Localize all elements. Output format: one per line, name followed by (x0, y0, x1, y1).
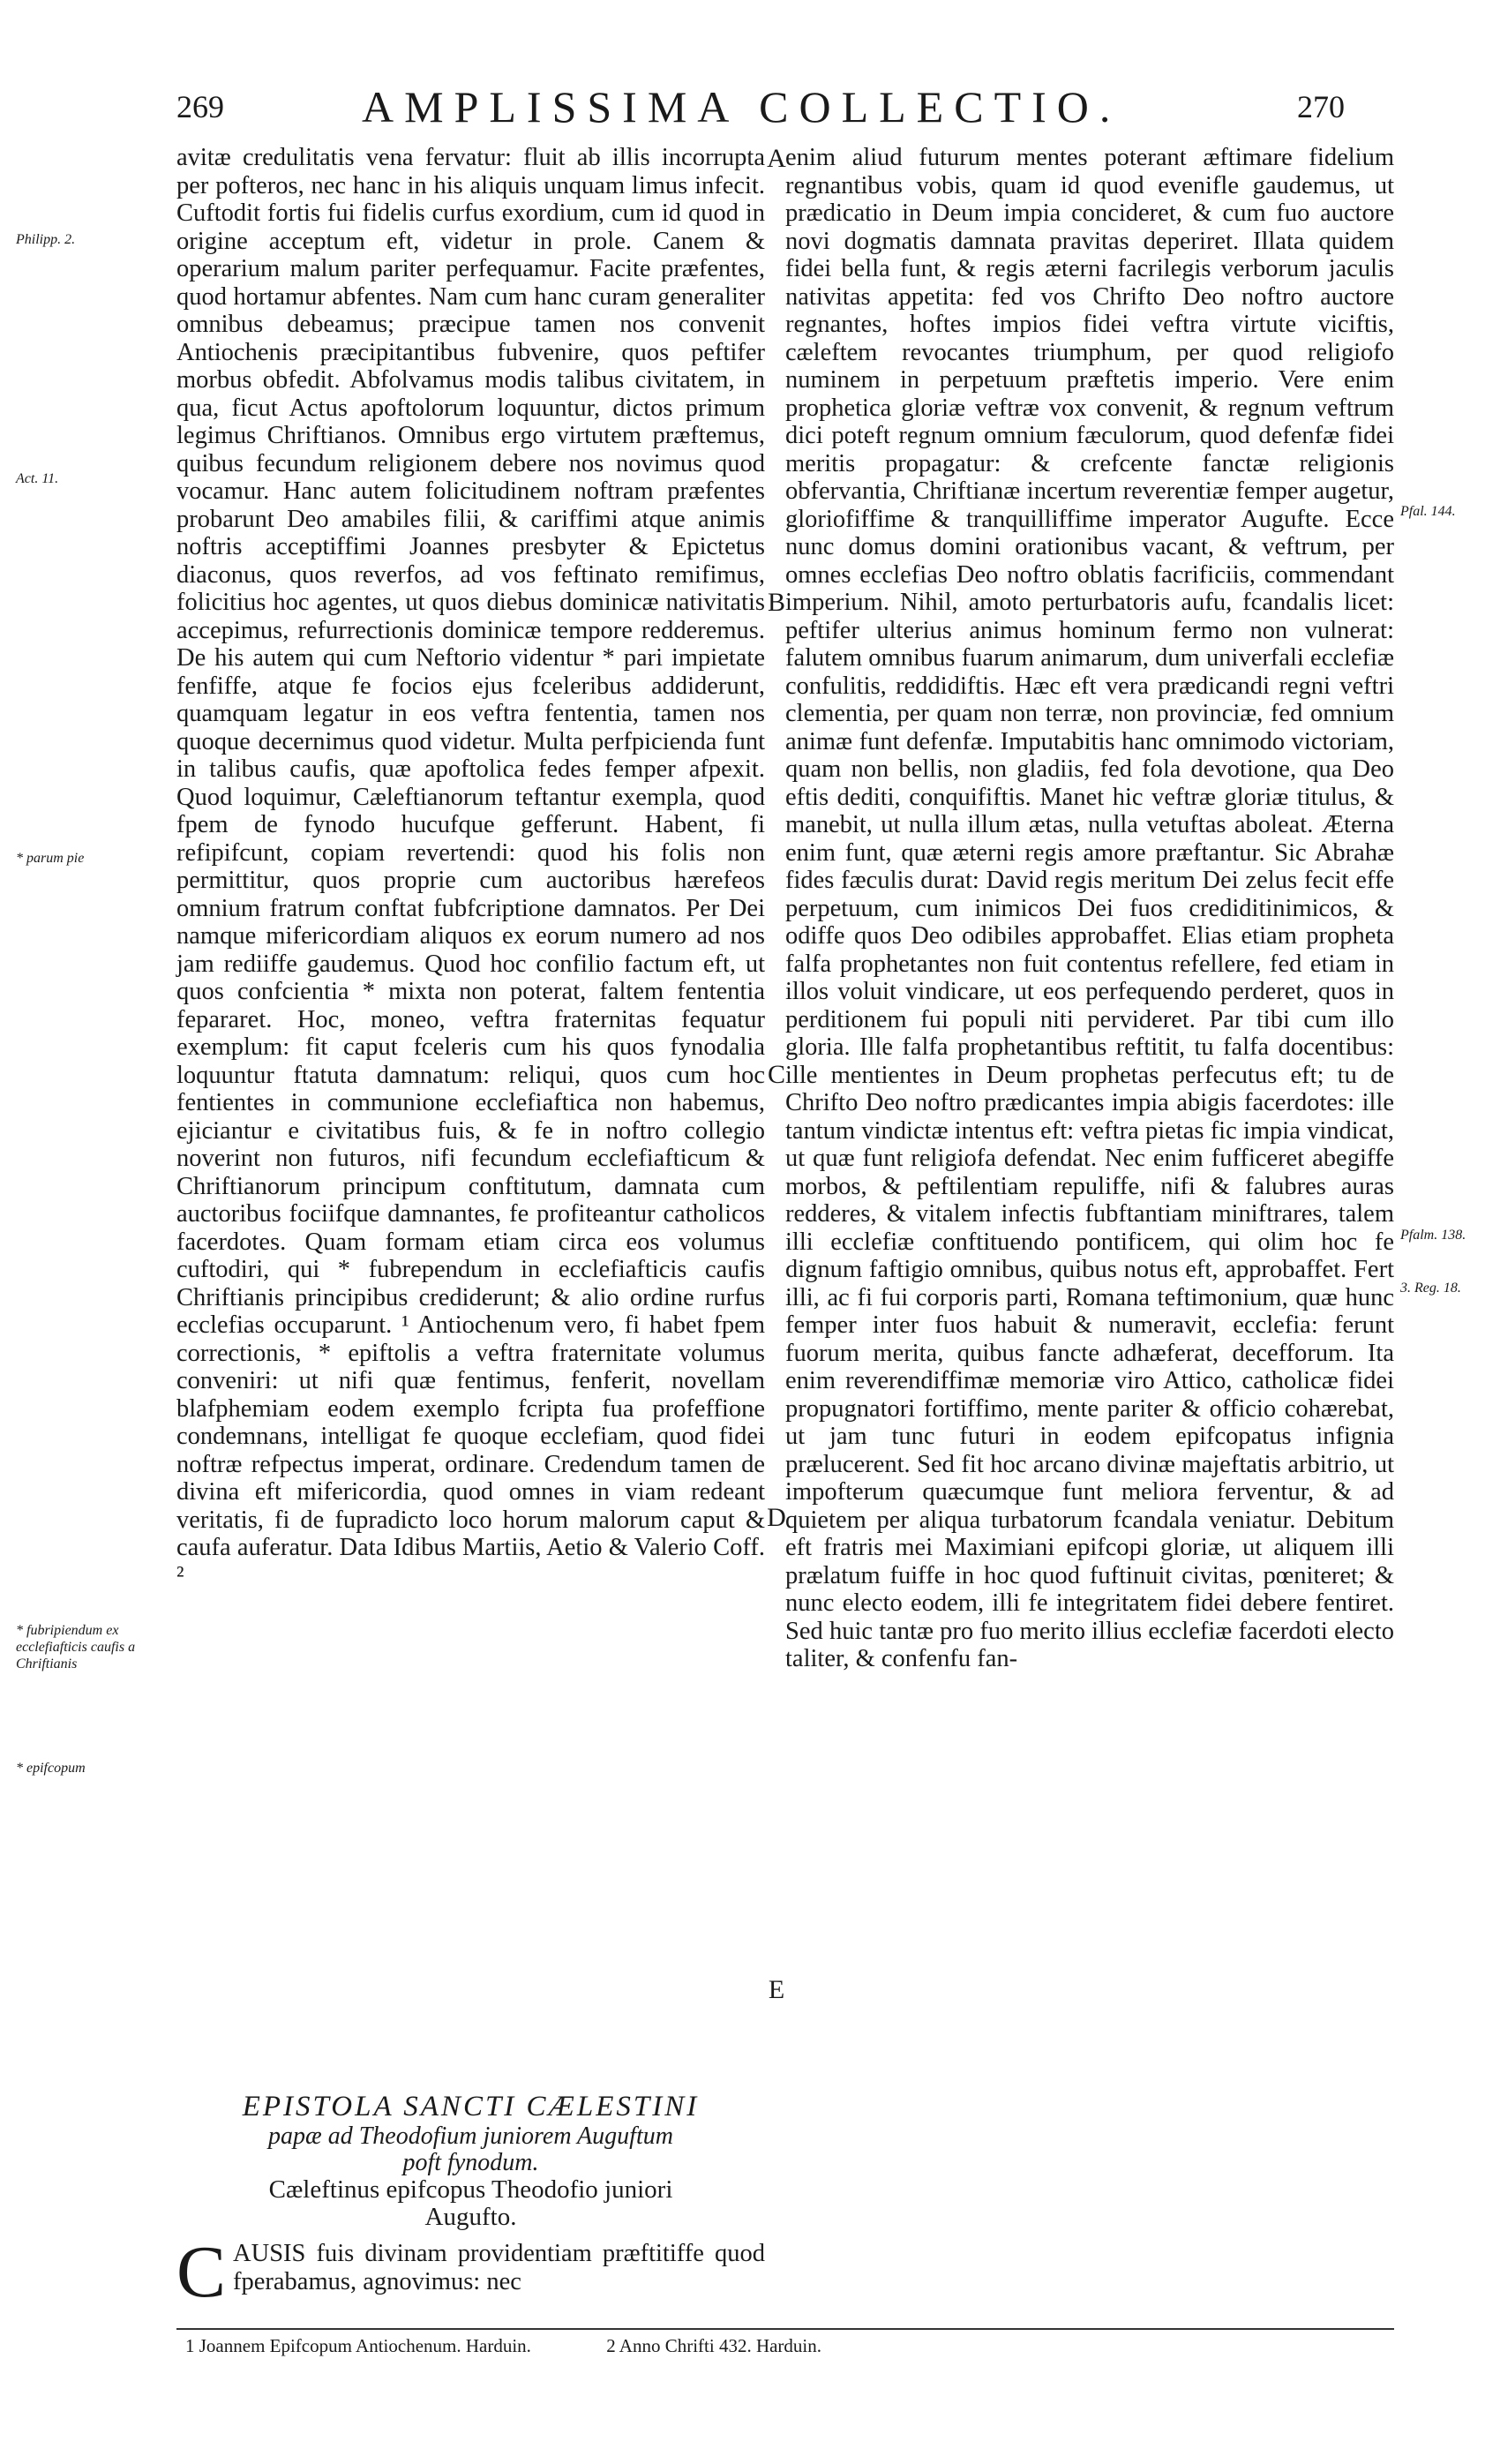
section-letter-d: D (767, 1503, 786, 1532)
footnote-2: 2 Anno Chrifti 432. Harduin. (606, 2335, 822, 2356)
left-column (176, 144, 765, 1589)
section-letter-e: E (768, 1975, 785, 2004)
margin-note-act: Act. 11. (16, 471, 59, 486)
margin-note-pfal-144: Pfal. 144. (1400, 504, 1456, 519)
page-number-left: 269 (176, 89, 224, 124)
section-letter-c: C (767, 1060, 785, 1089)
right-column (785, 144, 1394, 1673)
margin-note-philipp: Philipp. 2. (16, 232, 76, 247)
epistola-subtitle-1: papæ ad Theodofium juniorem Auguftum (268, 2122, 673, 2150)
epistola-salutation-2: Augufto. (424, 2203, 517, 2231)
epistola-subtitle-2: poft fynodum. (402, 2149, 539, 2176)
page-header (159, 81, 1394, 134)
footnote-1: 1 Joannem Epifcopum Antiochenum. Harduin. (185, 2335, 531, 2356)
margin-note-parum-pie: * parum pie (16, 851, 85, 866)
epistola-body-text: AUSIS fuis divinam providentiam præftitiffe quod fperabamus, agnovimus: nec (233, 2240, 765, 2295)
margin-note-reg-18: 3. Reg. 18. (1400, 1281, 1461, 1296)
left-column-text: avitæ credulitatis vena fervatur: fluit ab illis incorrupta per pofteros, nec hanc in his aliquis unquam limus infecit. Cuftodit fortis fui fidelis curfus exordium, cum id quod in origine acceptum eft, videtur in prole. Canem & operarium malum pariter perfequamur. Facite præfentes, quod hortamur abfentes. Nam cum hanc curam generaliter omnibus debeamus; præcipue tamen nos convenit Antiochenis præcipitantibus fubvenire, quos peftifer morbus obfedit. Abfolvamus modis talibus civitatem, in qua, ficut Actus apoftolorum loquuntur, dictos primum legimus Chriftianos. Omnibus ergo virtutem præftemus, quibus fecundum religionem debere nos novimus quod vocamur. Hanc autem folicitudinem noftram præfentes probarunt Deo amabiles filii, & cariffimi atque animis noftris acceptiffimi Joannes presbyter & Epictetus diaconus, quos reverfos, ad vos feftinato remifimus, folicitius hoc agentes, ut quos diebus dominicæ nativitatis accepimus, refurrectionis dominicæ tempore redderemus. De his autem qui cum Neftorio videntur * pari impietate fenfiffe, atque fe focios ejus fceleribus addiderunt, quamquam legatur in eos veftra fententia, tamen nos quoque decernimus quod videtur. Multa perfpicienda funt in talibus caufis, quæ apoftolica fedes femper afpexit. Quod loquimur, Cæleftianorum teftantur exempla, quod fpem de fynodo hucufque gefferunt. Habent, fi refipifcunt, copiam revertendi: quod his folis non permittitur, quos proprie cum auctoribus hærefeos omnium fratrum conftat fubfcriptione damnatos. Per Dei namque mifericordiam aliquos ex eorum numero ad nos jam rediiffe gaudemus. Quod hoc confilio factum eft, ut quos confcientia * mixta non poterat, faltem fententia fepararet. Hoc, moneo, veftra fraternitas fequatur exemplum: fit caput fceleris cum his quos fynodalia loquuntur ftatuta damnatum: reliqui, quos cum hoc fentientes in communione ecclefiaftica non habemus, ejiciantur e civitatibus fuis, & fe in noftro collegio noverint non futuros, nifi fecundum ecclefiafticum & Chriftianorum principum conftitutum, damnata cum auctoribus fociifque damnantes, fe profiteantur catholicos facerdotes. Quam formam etiam circa eos volumus cuftodiri, qui * fubrependum in ecclefiafticis caufis Chriftianis principibus crediderunt; & alio ordine rurfus ecclefias occuparunt. ¹ Antiochenum vero, fi habet fpem correctionis, * epiftolis a veftra fraternitate volumus conveniri: ut nifi quæ fentimus, fenferit, novellam blafphemiam eodem exemplo fcripta fua profeffione condemnans, intelligat fe quoque ecclefiam, quod fidei noftræ refpectus imperat, ordinare. Credendum tamen de divina eft mifericordia, quod omnes in viam redeant veritatis, fi de fupradicto loco horum malorum caput & caufa auferatur. Data Idibus Martiis, Aetio & Valerio Coff. ² (176, 144, 765, 1589)
drop-cap: C (176, 2231, 227, 2313)
section-letter-b: B (767, 588, 785, 617)
section-letter-a: A (767, 144, 786, 173)
epistola-body (176, 2231, 765, 2313)
running-title: AMPLISSIMA COLLECTIO. (362, 82, 1121, 131)
margin-note-pfalm-138: Pfalm. 138. (1400, 1228, 1466, 1243)
right-column-text: enim aliud futurum mentes poterant æftimare fidelium regnantibus vobis, quam id quod evenifle gaudemus, ut prædicatio in Deum impia concideret, & cum fuo auctore novi dogmatis damnata pravitas deperiret. Illata quidem fidei bella funt, & regis æterni facrilegis verborum jaculis nativitas appetita: fed vos Chrifto Deo noftro auctore regnantes, hoftes impios fidei veftra virtute viciftis, cæleftem revocantes triumphum, per quod religiofo numinem in perpetuum præftetis imperio. Vere enim prophetica gloriæ veftræ vox convenit, & regnum veftrum dici poteft regnum omnium fæculorum, quod defenfæ fidei meritis propagatur: & crefcente fanctæ religionis obfervantia, Chriftianæ incertum reverentiæ femper augetur, gloriofiffime & tranquilliffime imperator Augufte. Ecce nunc domus domini orationibus vacant, & veftrum, per omnes ecclefias Deo noftro oblatis facrificiis, commendant imperium. Nihil, amoto perturbatoris aufu, fcandalis licet: peftifer ulterius animus hominum fermo non vulnerat: falutem omnibus fuarum animarum, dum univerfali ecclefiæ confulitis, reddidiftis. Hæc eft vera prædicandi regni veftri clementia, per quam non terræ, non provinciæ, fed omnium animæ funt defenfæ. Imputabitis hanc omnimodo victoriam, quam non bellis, non gladiis, fed fola devotione, qua Deo eftis dediti, conquififtis. Manet hic veftræ gloriæ titulus, & manebit, ut nulla illum ætas, nulla vetuftas aboleat. Æterna enim funt, quæ æterni regis amore præftantur. Sic Abrahæ fides fæculis durat: David regis meritum Dei zelus fecit effe perpetuum, cum inimicos Dei fuos crediditinimicos, & odiffe quos Deo odibiles approbaffet. Elias etiam propheta falfa prophetantes non fuit contentus refellere, fed etiam in illos voluit vindicare, ut eos perfequendo perderet, quos in perditionem fui populi niti pervideret. Par tibi cum illo gloria. Ille falfa prophetantibus reftitit, tu falfa docentibus: ille mentientes in Deum prophetas perfecutus eft; tu de Chrifto Deo noftro prædicantes impia abigis facerdotes: ille tantum vindictæ intentus eft: veftra pietas fic impia vindicat, ut quæ funt religiofa defendat. Nec enim fufficeret abegiffe morbos, & peftilentiam repuliffe, nifi & falubres auras redderes, & vitalem infectis fubftantiam miniftrares, talem illi ecclefiæ conftituendo pontificem, qui olim hoc fe dignum faftigio omnibus, quibus notus eft, approbaffet. Fert illi, ac fi fui corporis parti, Romana teftimonium, quæ hunc femper inter fuos habuit & numeravit, ecclefia: ferunt fuorum merita, quibus fancte adhæferat, decefforum. Ita enim reverendiffimæ memoriæ viro Attico, catholicæ fidei propugnatori fortiffimo, mente pariter & officio cohærebat, ut jam tunc futuri in eodem epifcopatus infignia prælucerent. Sed fit hoc arcano divinæ majeftatis arbitrio, ut impofterum quæcumque funt meliora ferventur, & ad quietem per aliqua turbatorum fcandala veniatur. Debitum eft fratris mei Maximiani epifcopi gloriæ, ut aliquem illi prælatum fuiffe in hoc quod fuftinuit civitas, pœniteret; & nunc electo eodem, illi fe integritatem fidei debere fentiret. Sed huic tantæ pro fuo merito illius ecclefiæ facerdoti electo taliter, & confenfu fan- (785, 144, 1394, 1672)
epistola-salutation-1: Cæleftinus epifcopus Theodofio juniori (268, 2175, 673, 2204)
footnote-rule (176, 2328, 1394, 2330)
epistola-heading (176, 2090, 765, 2231)
footnotes (185, 2335, 1403, 2357)
margin-note-epifcopum: * epifcopum (16, 1761, 86, 1776)
page-number-right: 270 (1297, 89, 1345, 124)
epistola-title: EPISTOLA SANCTI CÆLESTINI (242, 2091, 700, 2122)
margin-note-fubripiendum: * fubripiendum ex ecclefiafticis caufis a Chriftianis (16, 1623, 136, 1671)
